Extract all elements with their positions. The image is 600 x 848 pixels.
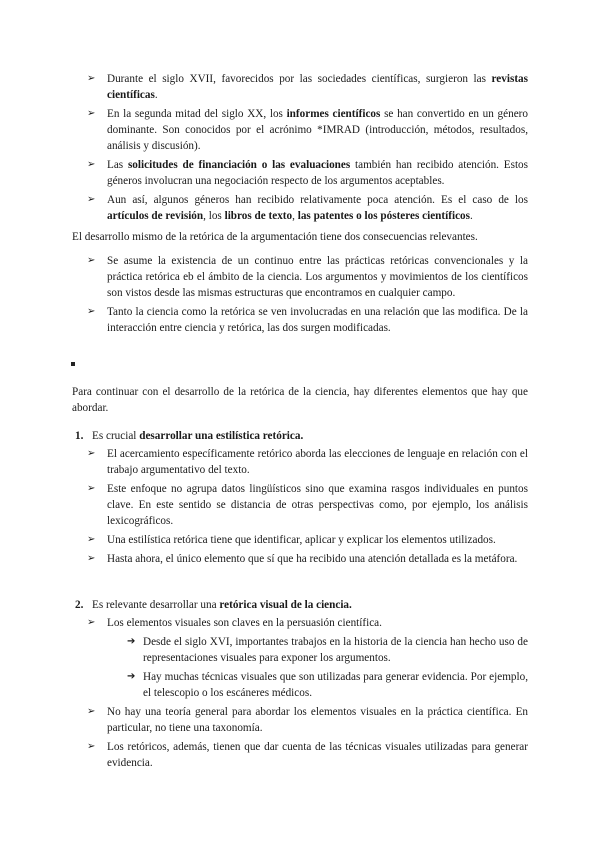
bullet-arrow-icon: ➢: [87, 448, 96, 459]
list-item: ➢ Hasta ahora, el único elemento que sí que ha recibido una atención detallada es la metáfora.: [87, 553, 518, 565]
list-item: ➢ Los retóricos, además, tienen que dar cuenta de las técnicas visuales utilizadas para generar evidencia.: [87, 741, 528, 769]
bullet-arrow-icon: ➢: [87, 73, 96, 84]
list-item: ➢ El acercamiento específicamente retórico aborda las elecciones de lenguaje en relación con el trabajo argumentativo del texto.: [87, 448, 528, 476]
bullet-arrow-icon: ➢: [87, 553, 96, 564]
bullet-arrow-icon: ➢: [87, 194, 96, 205]
bullet-arrow-icon: ➢: [87, 255, 96, 266]
paragraph: Para continuar con el desarrollo de la retórica de la ciencia, hay diferentes elementos que hay que abordar.: [72, 386, 528, 414]
bullet-arrow-icon: ➢: [87, 617, 96, 628]
list-item: ➢ Tanto la ciencia como la retórica se ven involucradas en una relación que las modifica. De la interacción entre ciencia y retórica, las dos surgen modificadas.: [87, 306, 528, 334]
right-arrow-icon: ➔: [127, 671, 136, 682]
section-2: [0, 597, 600, 774]
list-item: ➢ Durante el siglo XVII, favorecidos por las sociedades científicas, surgieron las revistas científicas.: [87, 73, 528, 101]
list-item: ➢ Una estilística retórica tiene que identificar, aplicar y explicar los elementos utilizados.: [87, 534, 496, 546]
bullet-arrow-icon: ➢: [87, 108, 96, 119]
list-item: ➢ Los elementos visuales son claves en la persuasión científica.: [87, 617, 382, 629]
sub-list-item: ➔ Desde el siglo XVI, importantes trabajos en la historia de la ciencia han hecho uso de representaciones visuales para exponer los argumentos.: [127, 636, 528, 664]
bullet-arrow-icon: ➢: [87, 483, 96, 494]
list-item: ➢ Aun así, algunos géneros han recibido relativamente poca atención. Es el caso de los artículos de revisión, los libros de texto, las patentes o los pósteres científicos.: [87, 194, 528, 222]
section-heading: 2. Es relevante desarrollar una retórica visual de la ciencia.: [75, 599, 352, 611]
stray-bullet-dot: [71, 362, 75, 366]
section-heading: 1. Es crucial desarrollar una estilística retórica.: [75, 430, 304, 442]
list-item: ➢ En la segunda mitad del siglo XX, los informes científicos se han convertido en un género dominante. Son conocidos por el acrónimo *IMRAD (introducción, métodos, resultados, análisis y discusión).: [87, 108, 528, 152]
consequence-list: [0, 253, 600, 339]
top-bullet-list: [0, 71, 600, 227]
list-item: ➢ Se asume la existencia de un continuo entre las prácticas retóricas convencionales y la práctica retórica eb el ámbito de la ciencia. Los argumentos y movimientos de los científicos son vistos desde las mismas estructuras que encontramos en cualquier campo.: [87, 255, 528, 299]
list-item: ➢ Las solicitudes de financiación o las evaluaciones también han recibido atención. Estos géneros involucran una negociación respecto de los argumentos aceptables.: [87, 159, 529, 187]
bullet-arrow-icon: ➢: [87, 706, 96, 717]
list-item: ➢ Este enfoque no agrupa datos lingüísticos sino que examina rasgos individuales en puntos clave. En este sentido se distancia de otras perspectivas como, por ejemplo, los análisis lexicográficos.: [87, 483, 528, 527]
paragraph: El desarrollo mismo de la retórica de la argumentación tiene dos consecuencias relevantes.: [72, 231, 478, 243]
bullet-arrow-icon: ➢: [87, 741, 96, 752]
bullet-arrow-icon: ➢: [87, 159, 96, 170]
section-1: [0, 428, 600, 570]
right-arrow-icon: ➔: [127, 636, 136, 647]
list-item: ➢ No hay una teoría general para abordar los elementos visuales en la práctica científica. En particular, no tiene una taxonomía.: [87, 706, 528, 734]
sub-list-item: ➔ Hay muchas técnicas visuales que son utilizadas para generar evidencia. Por ejemplo, el telescopio o los escáneres médicos.: [127, 671, 528, 699]
bullet-arrow-icon: ➢: [87, 306, 96, 317]
bullet-arrow-icon: ➢: [87, 534, 96, 545]
